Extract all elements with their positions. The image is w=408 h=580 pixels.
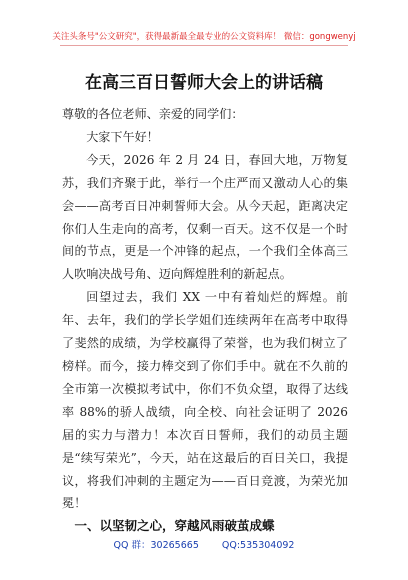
paragraph: 回望过去，我们 XX 一中有着灿烂的辉煌。前年、去年，我们的学长学姐们连续两年在高考中取得了斐然的成绩，为学校赢得了荣誉，也为我们树立了榜样。而今，接力棒交到了你们手中。就在不久前的全市第一次模拟考试中，你们不负众望，取得了达线率 88%的骄人战绩，向全校、向社会证明了 2026 届的实力与潜力！本次百日誓师，我们的动员主题是“续写荣光”，今天，站在这最后的百日关口，我提议，将我们冲刺的主题定为——百日竞渡，为荣光加冕！ <box>62 290 348 511</box>
document-title: 在高三百日誓师大会上的讲话稿 <box>85 73 323 93</box>
salutation: 尊敬的各位老师、亲爱的同学们： <box>62 107 244 121</box>
header-divider <box>60 45 348 46</box>
greeting: 大家下午好！ <box>86 129 159 144</box>
paragraph: 今天，2026 年 2 月 24 日，春回大地，万物复苏，我们齐聚于此，举行一个庄严而又激动人心的集会——高考百日冲刺誓师大会。从今天起，距离决定你们人生走向的高考，仅剩一百天。这不仅是一个时间的节点，更是一个冲锋的起点，一个我们全体高三人吹响决战号角、迈向辉煌胜利的新起点。 <box>62 152 348 282</box>
footer <box>0 537 408 551</box>
header-notice: 关注头条号"公文研究"，获得最新最全最专业的公文资料库！ 微信：gongwenyj <box>52 32 356 42</box>
section-heading: 一、以坚韧之心，穿越风雨破茧成蝶 <box>74 518 275 534</box>
top-banner <box>0 0 408 60</box>
footer-qq-group: QQ 群：30265665 <box>113 540 199 551</box>
document-body <box>62 103 348 538</box>
footer-qq: QQ:535304092 <box>221 540 295 551</box>
